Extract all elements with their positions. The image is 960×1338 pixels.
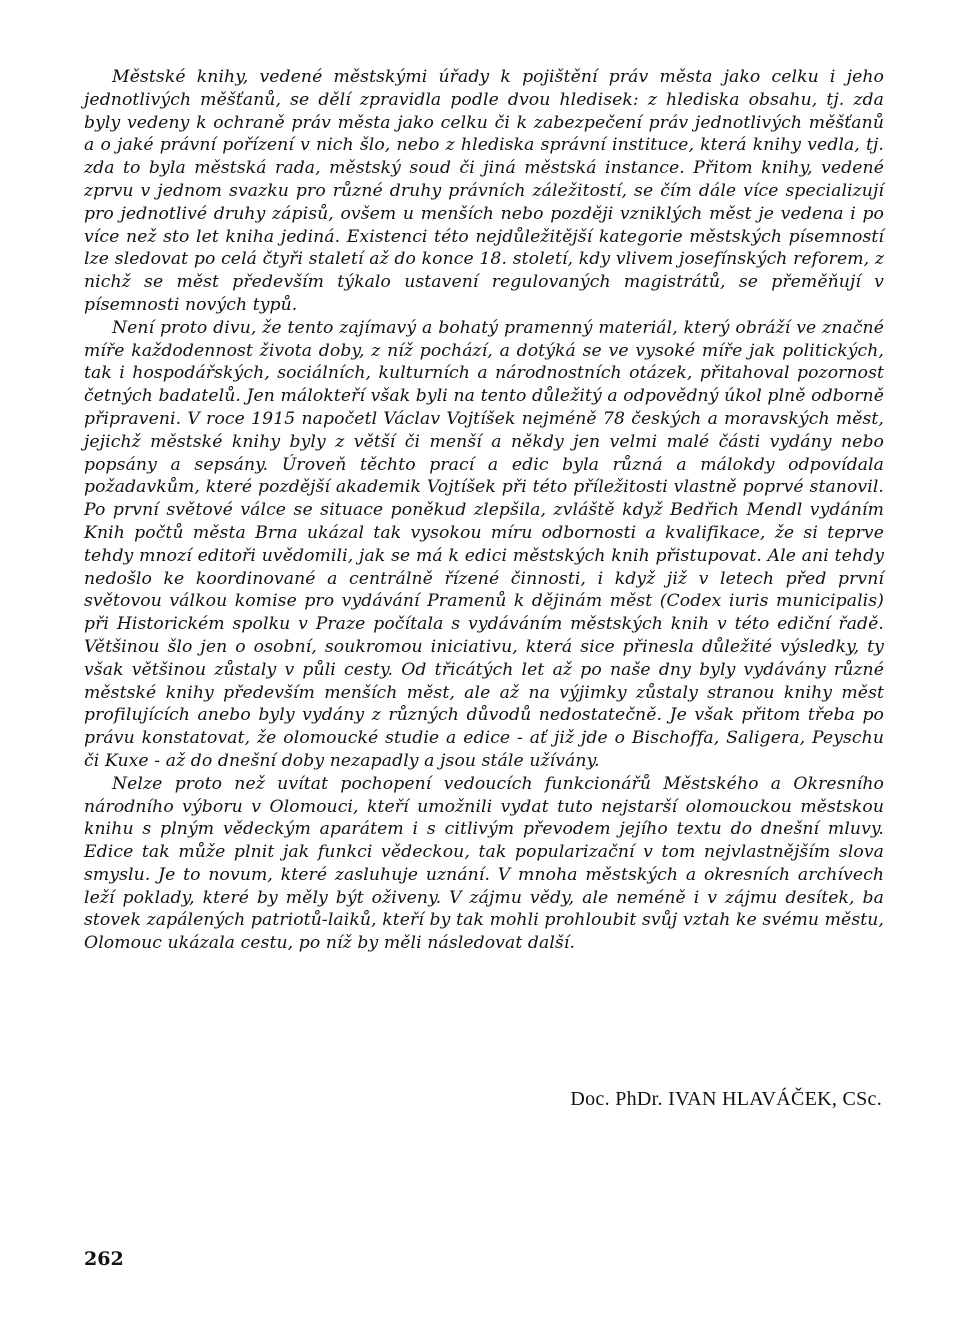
paragraph-2: Není proto divu, že tento zajímavý a bohatý pramenný materiál, který obráží ve značné míře každodennost života doby, z níž pochází, a dotýká se ve vysoké míře jak politických, tak i hospodářských, sociálních, kulturních a národnostních otázek, přitahoval pozornost četných badatelů. Jen málokteří však byli na tento důležitý a odpovědný úkol plně odborně připraveni. V roce 1915 napočetl Václav Vojtíšek nejméně 78 českých a moravských měst, jejichž městské knihy byly z větší či menší a někdy jen velmi malé části vydány nebo popsány a sepsány. Úroveň těchto prací a edic byla různá a málokdy odpovídala požadavkům, které pozdější akademik Vojtíšek při této příležitosti vlastně poprvé stanovil. Po první světové válce se situace poněkud zlepšila, zvláště když Bedřich Mendl vydáním Knih počtů města Brna ukázal tak vysokou míru odbornosti a kvalifikace, že si teprve tehdy mnozí editoři uvědomili, jak se má k edici městských knih přistupovat. Ale ani tehdy nedošlo ke koordinované a centrálně řízené činnosti, i když již v letech před první světovou válkou komise pro vydávání Pramenů k dějinám měst (Codex iuris municipalis) při Historickém spolku v Praze počítala s vydáváním městských knih v této ediční řadě. Většinou šlo jen o osobní, soukromou iniciativu, která sice přinesla důležité výsledky, ty však většinou zůstaly v půli cesty. Od třicátých let až po naše dny byly vydávány různé městské knihy především menších měst, ale až na výjimky zůstaly stranou knihy měst profilujících anebo byly vydány z různých důvodů nedostatečně. Je však přitom třeba po právu konstatovat, že olomoucké studie a edice - ať již jde o Bischoffa, Saligera, Peyschu či Kuxe - až do dnešní doby nezapadly a jsou stále užívány.: [84, 317, 884, 771]
paragraph-3: Nelze proto než uvítat pochopení vedoucích funkcionářů Městského a Okresního národního výboru v Olomouci, kteří umožnili vydat tuto nejstarší olomouckou městskou knihu s plným vědeckým aparátem i s citlivým převodem jejího textu do dnešní mluvy. Edice tak může plnit jak funkci vědeckou, tak popularizační v tom nejvlastnějším slova smyslu. Je to novum, které zasluhuje uznání. V mnoha městských a okresních archívech leží poklady, které by měly být oživeny. V zájmu vědy, ale neméně i v zájmu desítek, ba stovek zapálených patriotů-laiků, kteří by tak mohli prohloubit svůj vztah ke svému městu, Olomouc ukázala cestu, po níž by měli následovat další.: [84, 773, 884, 954]
document-body: [84, 66, 884, 955]
paragraph-1: Městské knihy, vedené městskými úřady k pojištění práv města jako celku i jeho jednotlivých měšťanů, se dělí zpravidla podle dvou hledisek: z hlediska obsahu, tj. zda byly vedeny k ochraně práv města jako celku či k zabezpečení práv jednotlivých měšťanů a o jaké právní pořízení v nich šlo, nebo z hlediska správní instituce, která knihy vedla, tj. zda to byla městská rada, městský soud či jiná městská instance. Přitom knihy, vedené zprvu v jednom svazku pro různé druhy právních záležitostí, se čím dále více specializují pro jednotlivé druhy zápisů, ovšem u menších nebo později vzniklých měst je vedena i po více než sto let kniha jediná. Existenci této nejdůležitější kategorie městských písemností lze sledovat po celá čtyři staletí až do konce 18. století, kdy vlivem josefínských reforem, z nichž se měst především týkalo ustavení regulovaných magistrátů, se přeměňují v písemnosti nových typů.: [84, 67, 884, 315]
page-number: 262: [84, 1248, 124, 1270]
author-signature: Doc. PhDr. IVAN HLAVÁČEK, CSc.: [570, 1088, 882, 1110]
